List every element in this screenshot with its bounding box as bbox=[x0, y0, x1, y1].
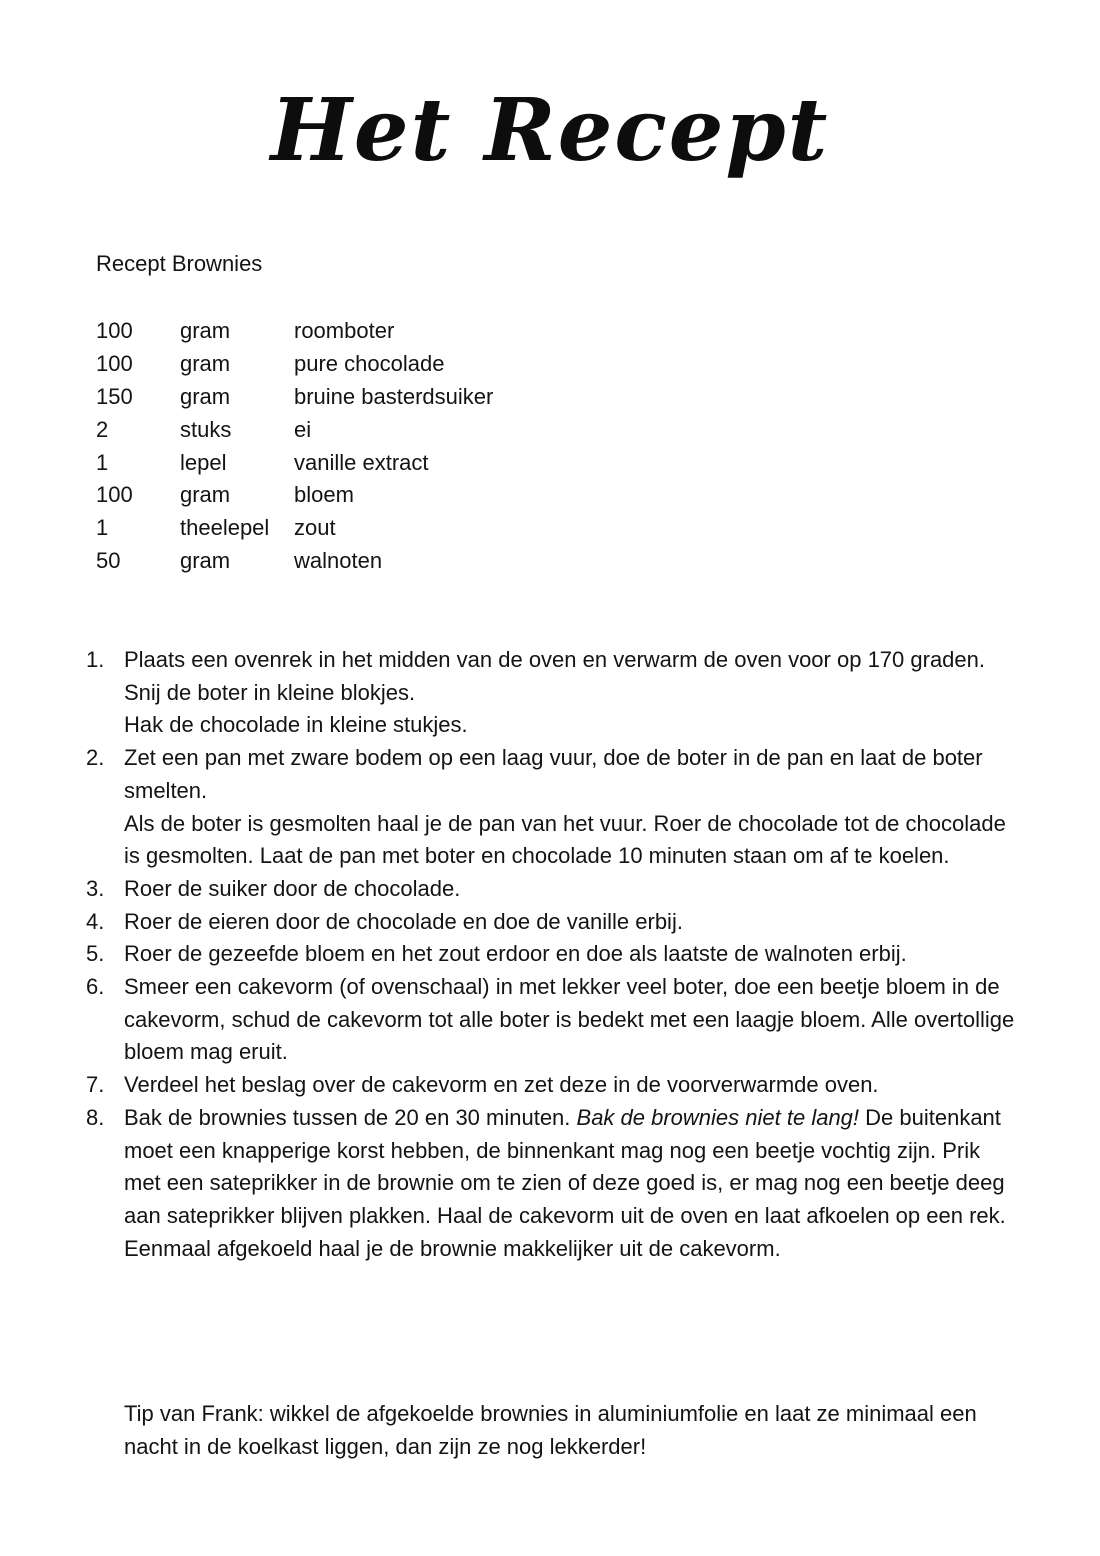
recipe-subtitle: Recept Brownies bbox=[96, 251, 263, 276]
step-number: 4. bbox=[86, 908, 105, 934]
ingredient-row bbox=[96, 512, 493, 545]
ingredient-unit: gram bbox=[180, 383, 231, 409]
tip-text: Tip van Frank: wikkel de afgekoelde brownies in aluminiumfolie en laat ze minimaal een nacht in de koelkast liggen, dan zijn ze nog lekkerder! bbox=[124, 1401, 977, 1459]
page-title: Het Recept bbox=[270, 80, 830, 181]
step-text-part: De buitenkant moet een knapperige korst hebben, de binnenkant mag nog een beetje vochtig zijn. Prik met een sateprikker in de brownie om te zien of deze goed is, er mag nog een beetje deeg aan sateprikker blijven plakken. Haal de cakevorm uit de oven en laat afkoelen op een rek. Eenmaal afgekoeld haal je de brownie makkelijker uit de cakevorm. bbox=[124, 1104, 1006, 1261]
step-warning: Bak de brownies niet te lang! bbox=[576, 1104, 860, 1130]
instruction-step bbox=[80, 1102, 1020, 1266]
step-number: 5. bbox=[86, 941, 105, 967]
ingredient-row bbox=[96, 381, 493, 414]
ingredient-row bbox=[96, 479, 493, 512]
ingredient-unit: gram bbox=[180, 482, 231, 508]
instruction-step bbox=[80, 938, 1020, 971]
ingredient-unit: gram bbox=[180, 351, 231, 377]
ingredient-amount: 2 bbox=[96, 416, 109, 442]
ingredient-amount: 100 bbox=[96, 318, 133, 344]
step-text: Roer de eieren door de chocolade en doe de vanille erbij. bbox=[124, 908, 683, 934]
step-text: Roer de suiker door de chocolade. bbox=[124, 875, 461, 901]
instruction-step bbox=[80, 644, 1020, 742]
ingredient-unit: theelepel bbox=[180, 515, 270, 541]
ingredient-name: vanille extract bbox=[294, 449, 429, 475]
ingredient-row bbox=[96, 413, 493, 446]
step-text: Verdeel het beslag over de cakevorm en zet deze in de voorverwarmde oven. bbox=[124, 1072, 879, 1098]
step-text: Hak de chocolade in kleine stukjes. bbox=[124, 712, 468, 738]
ingredient-name: bloem bbox=[294, 482, 354, 508]
step-text: Als de boter is gesmolten haal je de pan van het vuur. Roer de chocolade tot de chocolade is gesmolten. Laat de pan met boter en chocolade 10 minuten staan om af te koelen. bbox=[124, 810, 1006, 869]
step-number: 1. bbox=[86, 647, 105, 672]
ingredient-name: walnoten bbox=[294, 547, 383, 573]
instruction-list bbox=[80, 644, 1020, 1265]
step-number: 2. bbox=[86, 745, 105, 771]
step-text-part: Bak de brownies tussen de 20 en 30 minuten. bbox=[124, 1104, 577, 1130]
step-text: Snij de boter in kleine blokjes. bbox=[124, 679, 416, 705]
ingredient-row bbox=[96, 545, 493, 578]
instruction-step bbox=[80, 873, 1020, 906]
ingredient-amount: 1 bbox=[96, 515, 109, 541]
instruction-step bbox=[80, 971, 1020, 1069]
step-number: 7. bbox=[86, 1072, 105, 1098]
step-number: 6. bbox=[86, 974, 105, 1000]
ingredient-unit: lepel bbox=[180, 449, 227, 475]
instruction-step bbox=[80, 906, 1020, 939]
ingredient-name: zout bbox=[294, 515, 336, 541]
ingredient-name: ei bbox=[294, 416, 312, 442]
ingredient-row bbox=[96, 315, 493, 348]
ingredient-row bbox=[96, 446, 493, 479]
step-text: Plaats een ovenrek in het midden van de oven en verwarm de oven voor op 170 graden. bbox=[124, 647, 985, 672]
ingredient-unit: gram bbox=[180, 318, 231, 344]
ingredient-amount: 1 bbox=[96, 449, 109, 475]
ingredient-name: pure chocolade bbox=[294, 351, 445, 377]
instruction-step bbox=[80, 742, 1020, 873]
ingredient-unit: stuks bbox=[180, 416, 232, 442]
step-text bbox=[124, 1102, 1020, 1266]
step-text: Smeer een cakevorm (of ovenschaal) in met lekker veel boter, doe een beetje bloem in de cakevorm, schud de cakevorm tot alle boter is bedekt met een laagje bloem. Alle overtollige bloem mag eruit. bbox=[124, 974, 1015, 1065]
step-text: Roer de gezeefde bloem en het zout erdoor en doe als laatste de walnoten erbij. bbox=[124, 941, 907, 967]
step-text: Zet een pan met zware bodem op een laag vuur, doe de boter in de pan en laat de boter smelten. bbox=[124, 745, 983, 803]
ingredient-name: bruine basterdsuiker bbox=[294, 383, 494, 409]
ingredient-amount: 50 bbox=[96, 547, 121, 573]
ingredient-amount: 150 bbox=[96, 383, 133, 409]
instruction-step bbox=[80, 1069, 1020, 1102]
ingredient-table bbox=[96, 315, 493, 577]
step-number: 3. bbox=[86, 875, 105, 901]
step-number: 8. bbox=[86, 1104, 105, 1130]
ingredient-amount: 100 bbox=[96, 482, 133, 508]
ingredient-name: roomboter bbox=[294, 318, 395, 344]
ingredient-amount: 100 bbox=[96, 351, 133, 377]
ingredient-row bbox=[96, 348, 493, 381]
ingredient-unit: gram bbox=[180, 547, 231, 573]
